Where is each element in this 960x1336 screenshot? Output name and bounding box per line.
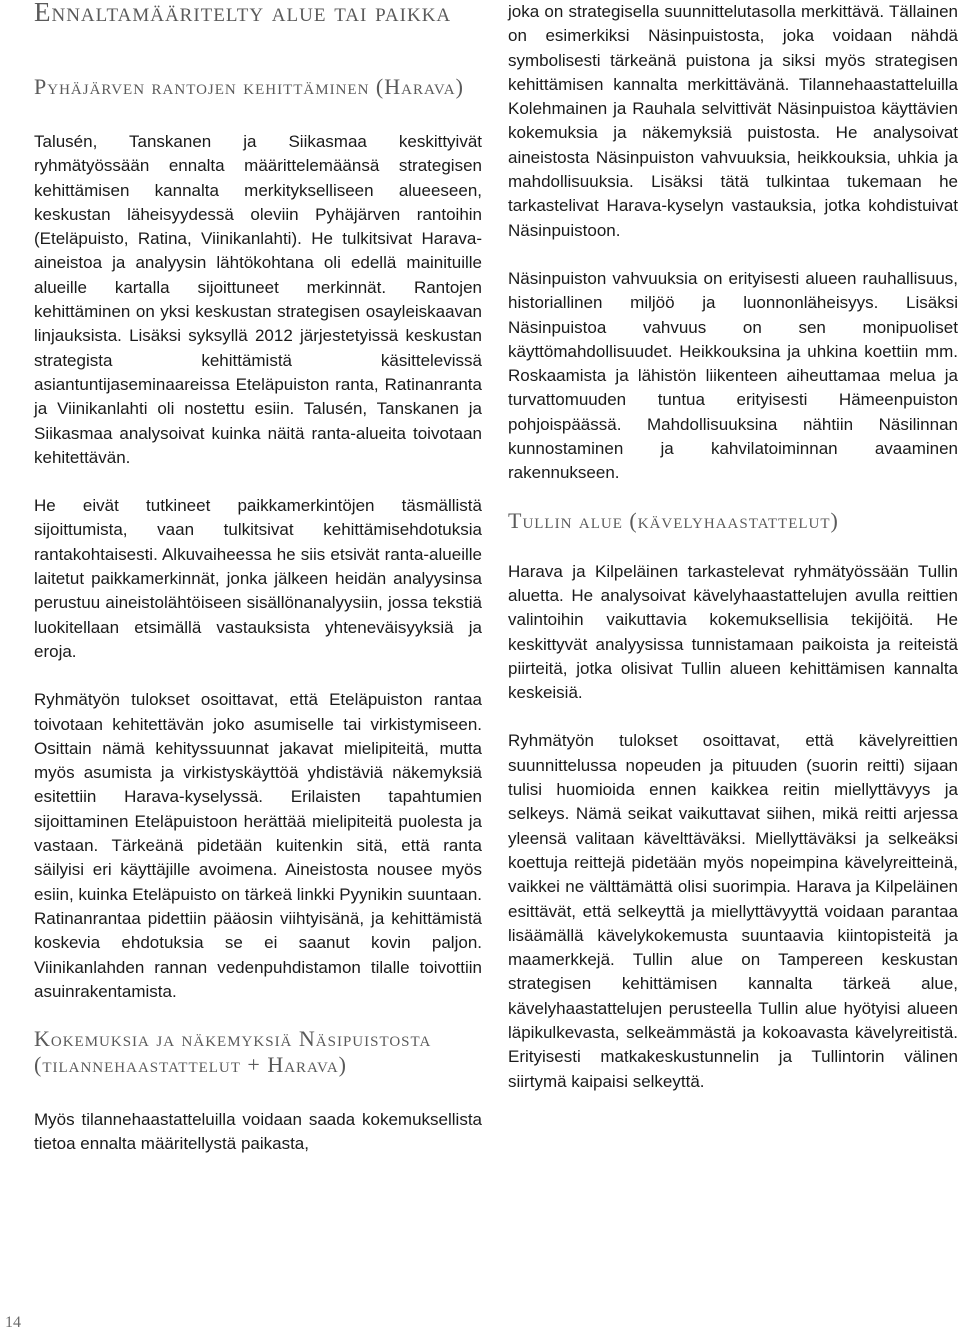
- section-heading-pyhajarvi: Pyhäjärven rantojen kehittäminen (Harava): [34, 74, 464, 99]
- page-number: 14: [5, 1314, 21, 1331]
- left-column: [34, 0, 482, 1157]
- main-heading: Ennaltamääritelty alue tai paikka: [34, 0, 452, 27]
- body-paragraph: He eivät tutkineet paikkamerkintöjen täsmällistä sijoittumista, vaan tulkitsivat kehittämisehdotuksia rantakohtaisesti. Alkuvaiheessa he siis etsivät ranta-alueille laitetut paikkamerkinnät, jonka jälkeen heidän analyysinsa perustuu aineistolähtöiseen sisällönanalyysiin, jossa tekstiä luokitellaan etsimällä vastauksista yhteneväisyyksiä ja eroja.: [34, 496, 482, 661]
- section-heading-nasipuisto: Kokemuksia ja näkemyksiä Näsipuistosta (tilannehaastattelut + Harava): [34, 1026, 432, 1078]
- body-paragraph: Talusén, Tanskanen ja Siikasmaa keskittyivät ryhmätyössään ennalta määrittelemäänsä strategisen kehittämisen kannalta merkitykselliseen alueeseen, keskustan läheisyydessä oleviin Pyhäjärven rantoihin (Eteläpuisto, Ratina, Viinikanlahti). He tulkitsivat Harava-aineistoa ja analyysin lähtökohtana oli edellä mainituille alueille kartalla sijoittuneet merkinnät. Rantojen kehittäminen on yksi keskustan strategisen osayleiskaavan linjauksista. Lisäksi syksyllä 2012 järjestetyissä keskustan strategista kehittämistä käsittelevissä asiantuntijaseminaareissa Eteläpuiston ranta, Ratinanranta ja Viinikanlahti oli nostettu esiin. Talusén, Tanskanen ja Siikasmaa analysoivat kuinka näitä ranta-alueita toivotaan kehitettävän.: [34, 132, 482, 467]
- body-paragraph: Harava ja Kilpeläinen tarkastelevat ryhmätyössään Tullin aluetta. He analysoivat kävelyhaastattelujen avulla reittien valintoihin vaikuttavia kokemuksellisia tekijöitä. He keskittyvät analyysissa tunnistamaan paikoista ja reiteistä piirteitä, jotka olisivat Tullin alueen kehittämisen kannalta keskeisiä.: [508, 561, 958, 703]
- section-heading-tulli: Tullin alue (kävelyhaastattelut): [508, 507, 839, 533]
- body-paragraph: joka on strategisella suunnittelutasolla merkittävä. Tällainen on esimerkiksi Näsinpuistosta, joka voidaan nähdä symbolisesti tärkeänä puistona ja siksi myös strategisen kehittämisen kannalta merkittävänä. Tilannehaastatteluilla Kolehmainen ja Rauhala selvittivät Näsinpuistoa käyttävien kokemuksia ja näkemyksiä puistosta. He analysoivat aineistosta Näsinpuiston vahvuuksia, heikkouksia, uhkia ja mahdollisuuksia. Lisäksi tätä tulkintaa tukemaan he tarkastelivat Harava-kyselyn vastauksia, jotka kohdistuivat Näsinpuistoon.: [508, 2, 958, 240]
- body-paragraph: Myös tilannehaastatteluilla voidaan saada kokemuksellista tietoa ennalta määritellystä paikasta,: [34, 1110, 482, 1154]
- right-column: [508, 0, 958, 1094]
- body-paragraph: Ryhmätyön tulokset osoittavat, että Eteläpuiston rantaa toivotaan kehitettävän joko asumiselle tai virkistymiseen. Osittain nämä kehityssuunnat jakavat mielipiteitä, mutta myös asumista ja virkistyskäyttöä yhdistäviä näkemyksiä esitettiin Harava-kyselyssä. Erilaisten tapahtumien sijoittaminen Eteläpuistoon herättää mielipiteitä puolesta ja vastaan. Tärkeänä pidetään kuitenkin sitä, että ranta säilyisi eri käyttäjille avoimena. Aineistosta nousee myös esiin, kuinka Eteläpuisto on tärkeä linkki Pyynikin suuntaan. Ratinanrantaa pidettiin pääosin viihtyisänä, ja kehittämistä koskevia ehdotuksia se ei saanut kovin paljon. Viinikanlahden rannan vedenpuhdistamon tilalle toivottiin asuinrakentamista.: [34, 690, 482, 1001]
- body-paragraph: Näsinpuiston vahvuuksia on erityisesti alueen rauhallisuus, historiallinen miljöö ja luonnonläheisyys. Lisäksi Näsinpuistoa vahvuus on sen monipuoliset käyttömahdollisuudet. Heikkouksina ja uhkina koettiin mm. Roskaamista ja lähistön liikenteen aiheuttamaa melua ja turvattomuuden tuntua erityisesti Hämeenpuiston pohjoispäässä. Mahdollisuuksina nähtiin Näsilinnan kunnostaminen ja kahvilatoiminnan avaaminen rakennukseen.: [508, 268, 958, 483]
- body-paragraph: Ryhmätyön tulokset osoittavat, että kävelyreittien suunnittelussa nopeuden ja pituuden (suorin reitti) sijaan tulisi huomioida ennen kaikkea reitin miellyttävyys ja selkeys. Nämä seikat vaikuttavat siihen, mikä reitti arjessa yleensä valitaan kävelttäväksi. Miellyttäväksi ja selkeäksi koettuja reittejä pidetään myös nopeimpina kävelyreitteinä, vaikkei ne välttämättä olisi suorimpia. Harava ja Kilpeläinen esittävät, että selkeyttä ja miellyttävyyttä voidaan parantaa lisäämällä kävelykokemusta suuntaavia kiintopisteitä ja maamerkkejä. Tullin alue on Tampereen keskustan strategisen kehittämisen kannalta tärkeä alue, kävelyhaastattelujen perusteella Tullin alue hyötyisi alueen läpikulkevasta, selkeämmästä ja kokoavasta kävelyreitistä. Erityisesti matkakeskustunnelin ja Tullintorin välinen siirtymä kaipaisi selkeyttä.: [508, 731, 958, 1091]
